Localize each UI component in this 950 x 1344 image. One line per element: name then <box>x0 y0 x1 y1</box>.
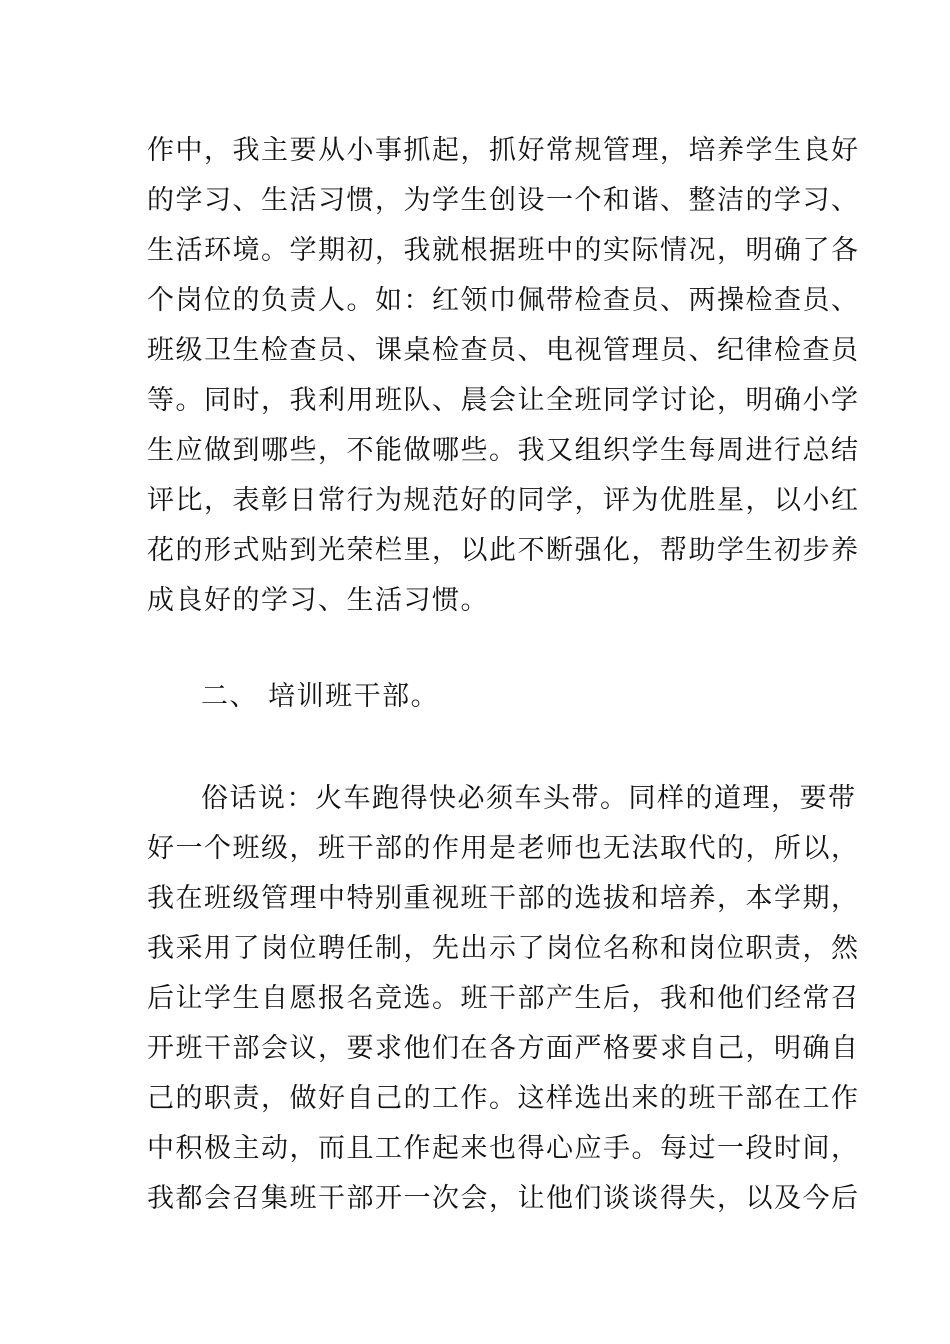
paragraph-2-line: 俗话说：火车跑得快必须车头带。同样的道理，要带 <box>201 783 857 814</box>
paragraph-1-line: 生活环境。学期初，我就根据班中的实际情况，明确了各 <box>147 235 860 266</box>
paragraph-2-line: 我采用了岗位聘任制，先出示了岗位名称和岗位职责，然 <box>147 933 860 964</box>
paragraph-1-line: 成良好的学习、生活习惯。 <box>147 585 489 616</box>
paragraph-2-line: 后让学生自愿报名竞选。班干部产生后，我和他们经常召 <box>147 983 860 1014</box>
paragraph-2-line: 中积极主动，而且工作起来也得心应手。每过一段时间， <box>147 1133 860 1164</box>
paragraph-1-line: 花的形式贴到光荣栏里，以此不断强化，帮助学生初步养 <box>147 535 860 566</box>
paragraph-2-line: 好一个班级，班干部的作用是老师也无法取代的，所以， <box>147 833 860 864</box>
paragraph-1-line: 个岗位的负责人。如：红领巾佩带检查员、两操检查员、 <box>147 285 860 316</box>
paragraph-2-line: 我都会召集班干部开一次会，让他们谈谈得失，以及今后 <box>147 1183 860 1214</box>
section-heading: 二、 培训班干部。 <box>201 681 440 712</box>
paragraph-1-line: 班级卫生检查员、课桌检查员、电视管理员、纪律检查员 <box>147 335 860 366</box>
paragraph-1-line: 作中，我主要从小事抓起，抓好常规管理，培养学生良好 <box>147 135 860 166</box>
paragraph-2-line: 我在班级管理中特别重视班干部的选拔和培养，本学期， <box>147 883 860 914</box>
paragraph-2-line: 开班干部会议，要求他们在各方面严格要求自己，明确自 <box>147 1033 860 1064</box>
paragraph-1-line: 评比，表彰日常行为规范好的同学，评为优胜星，以小红 <box>147 485 860 516</box>
paragraph-1-line: 的学习、生活习惯，为学生创设一个和谐、整洁的学习、 <box>147 185 860 216</box>
paragraph-2-line: 己的职责，做好自己的工作。这样选出来的班干部在工作 <box>147 1083 860 1114</box>
paragraph-1-line: 生应做到哪些，不能做哪些。我又组织学生每周进行总结 <box>147 435 860 466</box>
paragraph-1-line: 等。同时，我利用班队、晨会让全班同学讨论，明确小学 <box>147 385 860 416</box>
